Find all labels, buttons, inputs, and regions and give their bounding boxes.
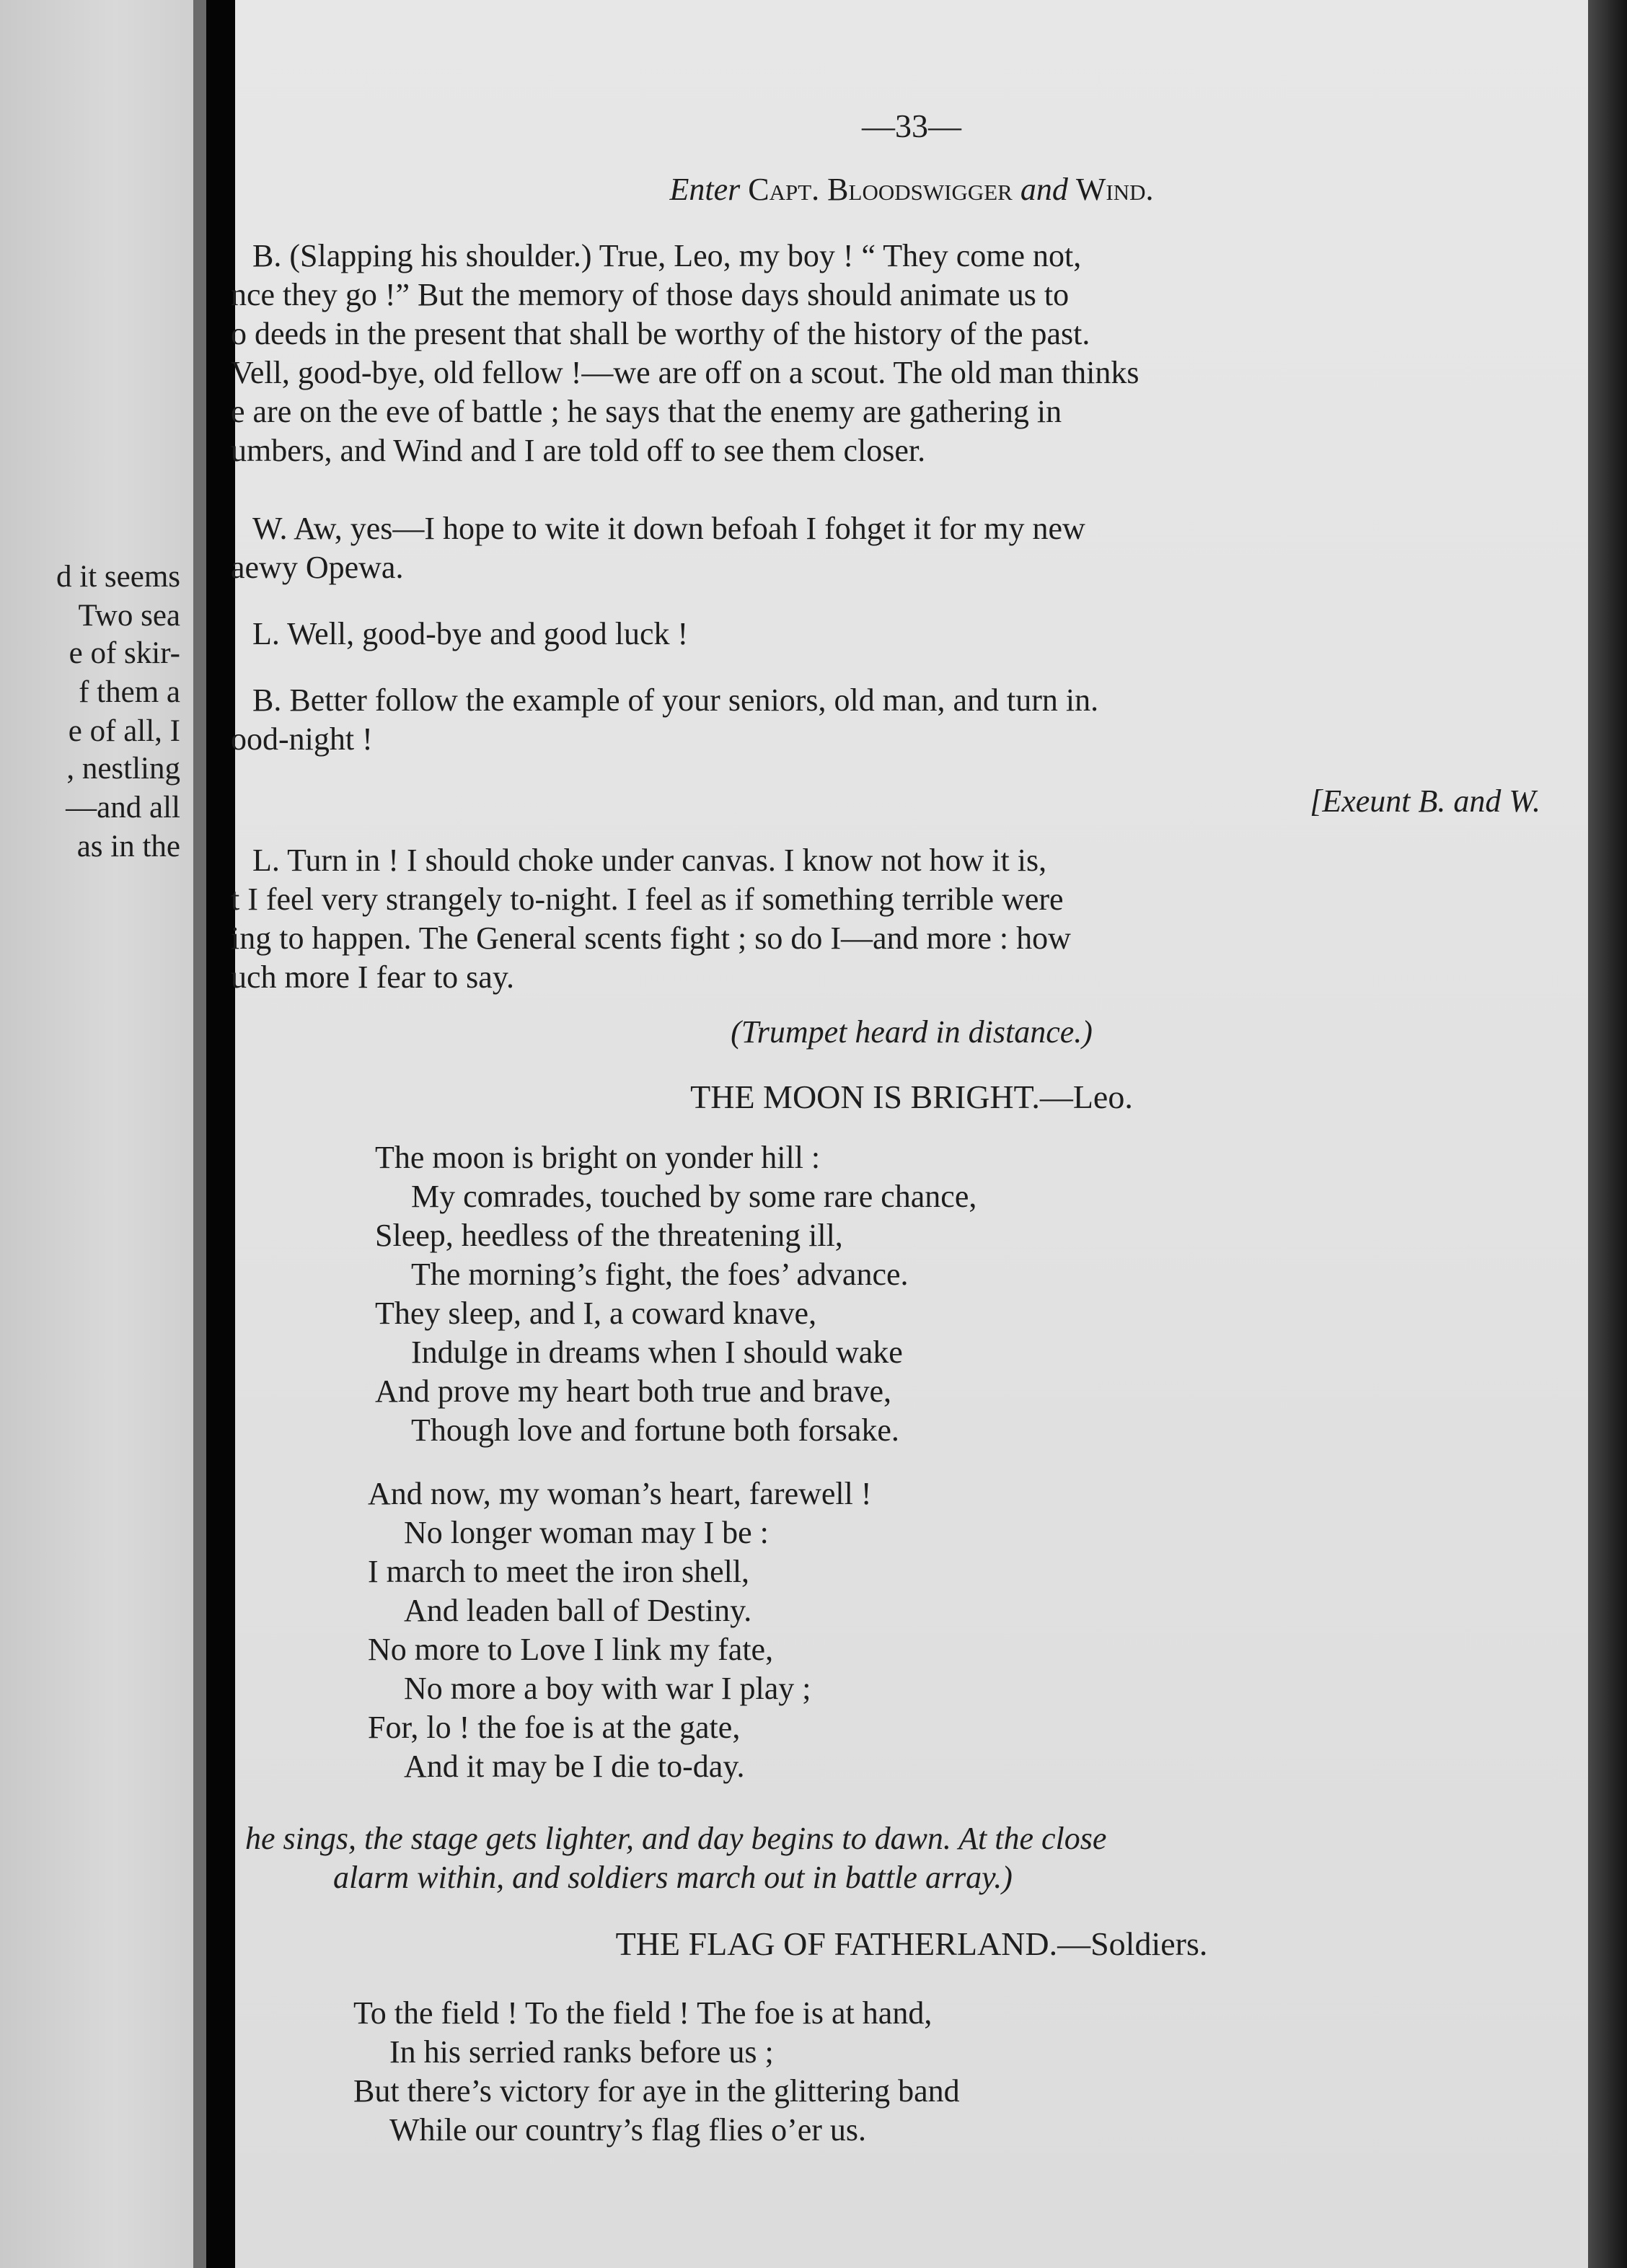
enter-character: Capt. Bloodswigger [748, 172, 1013, 207]
exeunt-direction: [Exeunt B. and W. [1310, 783, 1540, 819]
stage-direction-enter [235, 170, 1588, 209]
verse-line: Indulge in dreams when I should wake [411, 1335, 903, 1370]
spine-shadow [193, 0, 206, 2268]
speech-line: ing to happen. The General scents fight ; so do I—and more : how [231, 920, 1071, 956]
speech-line: L. Turn in ! I should choke under canvas. I know not how it is, [252, 843, 1047, 878]
left-fragment-line: —and all [66, 791, 180, 825]
song-title-moon: THE MOON IS BRIGHT.—Leo. [690, 1078, 1133, 1115]
trumpet-direction: (Trumpet heard in distance.) [731, 1014, 1093, 1050]
enter-character-2: Wind. [1075, 172, 1154, 207]
enter-conjunction: and [1020, 172, 1068, 207]
speech-line: W. Aw, yes—I hope to wite it down befoah I fohget it for my new [252, 511, 1085, 546]
dawn-direction-line: he sings, the stage gets lighter, and day begins to dawn. At the close [245, 1821, 1107, 1856]
dawn-direction-line: alarm within, and soldiers march out in battle array.) [333, 1860, 1013, 1895]
speech-line: uch more I fear to say. [231, 959, 514, 995]
enter-word: Enter [669, 172, 741, 207]
speech-line: B. Better follow the example of your seniors, old man, and turn in. [252, 682, 1099, 718]
verse-line: Though love and fortune both forsake. [411, 1412, 899, 1448]
left-fragment-line: e of skir- [69, 636, 180, 670]
verse-line: While our country’s flag flies o’er us. [389, 2112, 867, 2148]
verse-line: And prove my heart both true and brave, [375, 1373, 891, 1409]
verse-line: They sleep, and I, a coward knave, [375, 1296, 817, 1331]
verse-line: And it may be I die to-day. [404, 1749, 745, 1784]
verse-line: In his serried ranks before us ; [389, 2034, 774, 2070]
speech-line: aewy Opewa. [231, 550, 404, 585]
verse-line: For, lo ! the foe is at the gate, [368, 1710, 741, 1745]
left-fragment-line: as in the [76, 830, 180, 863]
verse-line: Sleep, heedless of the threatening ill, [375, 1218, 843, 1253]
verse-line: My comrades, touched by some rare chance, [411, 1179, 977, 1214]
speech-line: B. (Slapping his shoulder.) True, Leo, my boy ! “ They come not, [252, 238, 1082, 273]
speech-line: e are on the eve of battle ; he says that the enemy are gathering in [231, 394, 1062, 429]
verse-line: No more to Love I link my fate, [368, 1632, 774, 1667]
verse-line: I march to meet the iron shell, [368, 1554, 750, 1589]
verse-line: And now, my woman’s heart, farewell ! [368, 1476, 872, 1511]
verse-line: But there’s victory for aye in the glittering band [353, 2073, 960, 2109]
verse-line: No longer woman may I be : [404, 1515, 769, 1550]
page-number: —33— [862, 107, 961, 144]
left-fragment-line: , nestling [66, 752, 180, 786]
speech-line: ood-night ! [231, 721, 373, 757]
left-fragment-line: d it seems [56, 560, 180, 594]
verse-line: The morning’s fight, the foes’ advance. [411, 1257, 909, 1292]
right-page [231, 0, 1588, 2268]
verse-line: And leaden ball of Destiny. [404, 1593, 752, 1628]
verse-line: The moon is bright on yonder hill : [375, 1140, 821, 1175]
verse-line: To the field ! To the field ! The foe is at hand, [353, 1995, 932, 2031]
speech-line: o deeds in the present that shall be worthy of the history of the past. [231, 316, 1090, 351]
page-edge-shadow [1588, 0, 1627, 2268]
left-fragment-line: Two sea [78, 599, 180, 633]
speech-line: L. Well, good-bye and good luck ! [252, 616, 689, 651]
speech-line: umbers, and Wind and I are told off to see them closer. [231, 433, 926, 468]
speech-line: nce they go !” But the memory of those days should animate us to [231, 277, 1070, 312]
left-fragment-line: f them a [79, 675, 180, 709]
verse-line: No more a boy with war I play ; [404, 1671, 811, 1706]
speech-line: t I feel very strangely to-night. I feel as if something terrible were [231, 882, 1064, 917]
left-page-fragment [0, 0, 193, 2268]
left-fragment-line: e of all, I [68, 714, 180, 748]
speech-line: Vell, good-bye, old fellow !—we are off on a scout. The old man thinks [231, 355, 1139, 390]
song-title-flag: THE FLAG OF FATHERLAND.—Soldiers. [615, 1925, 1208, 1962]
